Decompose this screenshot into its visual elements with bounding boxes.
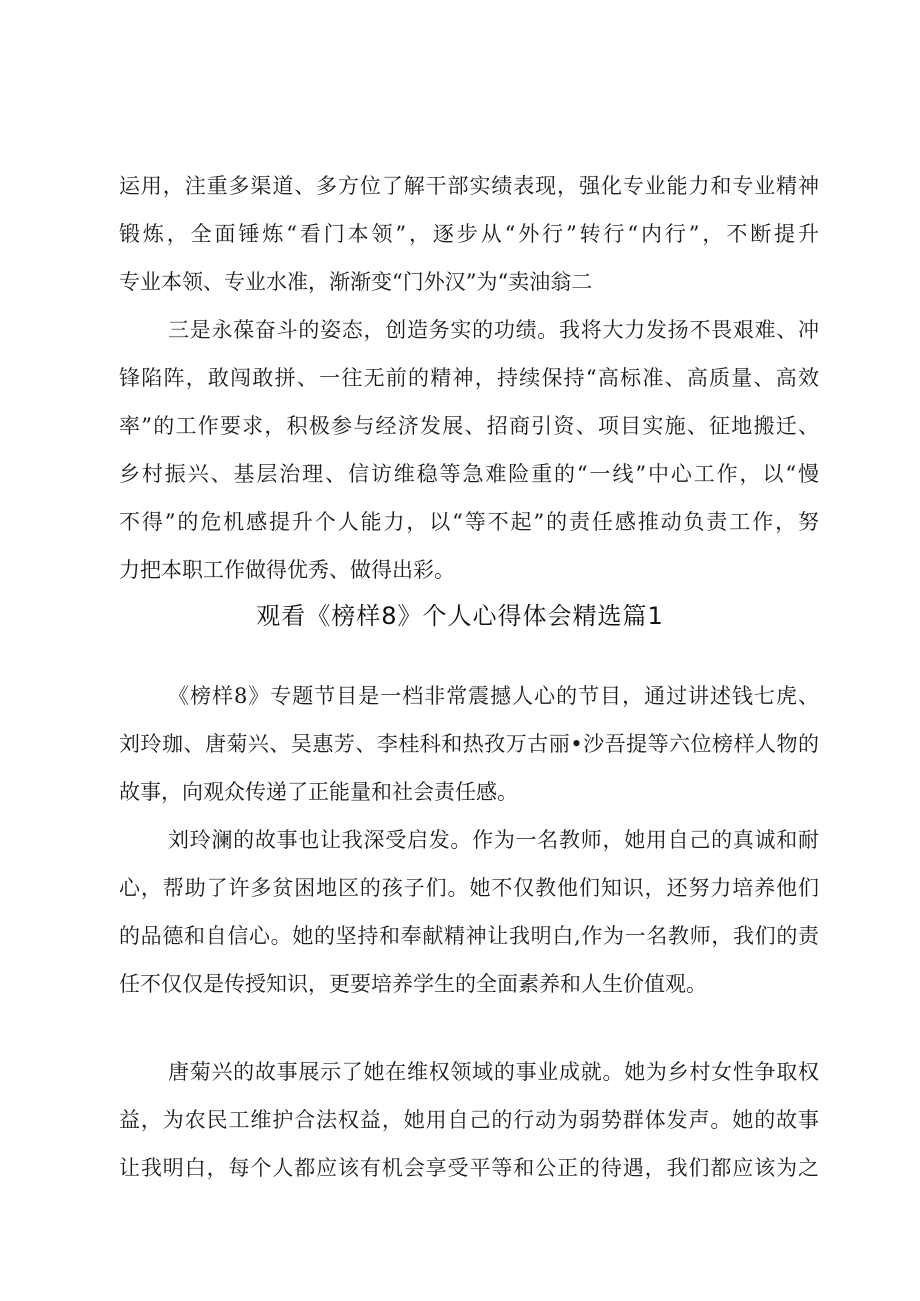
paragraph-line: 专业本领、专业水准，渐渐变“门外汉”为“卖油翁二 [119,270,593,294]
paragraph-line: 运用，注重多渠道、多方位了解干部实绩表现，强化专业能力和专业精神 [119,174,819,198]
paragraph-line: 故事，向观众传递了正能量和社会责任感。 [119,780,518,804]
paragraph-line: 唐菊兴的故事展示了她在维权领域的事业成就。她为乡村女性争取权 [168,1060,819,1084]
paragraph-line: 《榜样8》专题节目是一档非常震撼人心的节目，通过讲述钱七虎、 [168,684,819,708]
paragraph-line: 三是永葆奋斗的姿态，创造务实的功绩。我将大力发扬不畏艰难、冲 [168,318,819,342]
paragraph-line: 锻炼，全面锤炼“看门本领”，逐步从“外行”转行“内行”，不断提升 [119,222,819,246]
paragraph-line: 刘玲澜的故事也让我深受启发。作为一名教师，她用自己的真诚和耐 [168,828,819,852]
paragraph-line: 乡村振兴、基层治理、信访维稳等急难险重的“一线”中心工作，以“慢 [119,462,819,486]
paragraph-line: 益，为农民工维护合法权益，她用自己的行动为弱势群体发声。她的故事 [119,1108,819,1132]
paragraph-line: 刘玲珈、唐菊兴、吴惠芳、李桂科和热孜万古丽•沙吾提等六位榜样人物的 [119,732,819,756]
paragraph-line: 不得”的危机感提升个人能力，以“等不起”的责任感推动负责工作，努 [119,510,819,534]
paragraph-line: 锋陷阵，敢闯敢拼、一往无前的精神，持续保持“高标准、高质量、高效 [119,366,819,390]
section-heading: 观看《榜样8》个人心得体会精选篇1 [256,602,664,630]
paragraph-line: 的品德和自信心。她的坚持和奉献精神让我明白,作为一名教师，我们的责 [119,924,819,948]
paragraph-line: 心，帮助了许多贫困地区的孩子们。她不仅教他们知识，还努力培养他们 [119,876,819,900]
paragraph-line: 率”的工作要求，积极参与经济发展、招商引资、项目实施、征地搬迁、 [119,414,819,438]
paragraph-line: 力把本职工作做得优秀、做得出彩。 [119,558,455,582]
paragraph-line: 任不仅仅是传授知识，更要培养学生的全面素养和人生价值观。 [119,972,707,996]
paragraph-line: 让我明白，每个人都应该有机会享受平等和公正的待遇，我们都应该为之 [119,1156,819,1180]
